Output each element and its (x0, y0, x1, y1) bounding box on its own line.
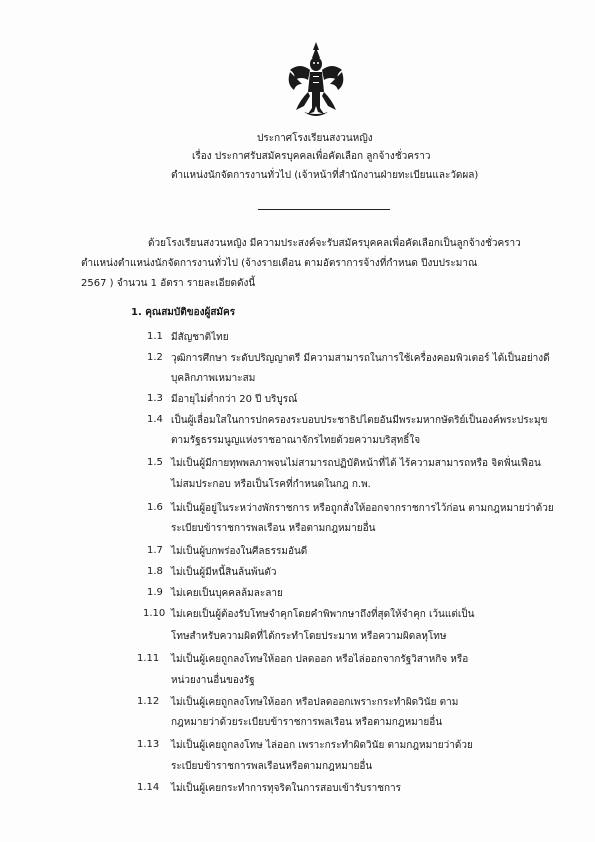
header-title: ประกาศโรงเรียนสงวนหญิง (257, 133, 373, 144)
item-text-continued: โทษสำหรับความผิดที่ได้กระทำโดยประมาท หรือความผิดลหุโทษ (171, 631, 447, 642)
item-text: ไม่เป็นผู้อยู่ในระหว่างพักราชการ หรือถูกสั่งให้ออกจากราชการไว้ก่อน ตามกฎหมายว่าด้วย (171, 503, 554, 514)
item-text: วุฒิการศึกษา ระดับปริญญาตรี มีความสามารถในการใช้เครื่องคอมพิวเตอร์ ได้เป็นอย่างดี (171, 353, 550, 364)
item-number: 1.2 (147, 352, 163, 363)
item-number: 1.4 (147, 414, 163, 425)
item-text-continued: ตามรัฐธรรมนูญแห่งราชอาณาจักรไทยด้วยความบริสุทธิ์ใจ (171, 435, 421, 446)
item-text-continued: กฎหมายว่าด้วยระเบียบข้าราชการพลเรือน หรือตามกฎหมายอื่น (171, 717, 443, 728)
item-text-continued: ระเบียบข้าราชการพลเรือนหรือตามกฎหมายอื่น (171, 761, 373, 772)
item-number: 1.5 (147, 457, 163, 468)
item-text: ไม่เคยเป็นผู้ต้องรับโทษจำคุกโดยคำพิพากษาถึงที่สุดให้จำคุก เว้นแต่เป็น (171, 609, 475, 620)
item-text-continued: ไม่สมประกอบ หรือเป็นโรคที่กำหนดในกฎ ก.พ. (171, 479, 371, 490)
intro-line-2: ตำแหน่งตำแหน่งนักจัดการงานทั่วไป (จ้างรายเดือน ตามอัตราการจ้างที่กำหนด ปีงบประมาณ (81, 258, 478, 269)
item-number: 1.10 (143, 608, 166, 619)
item-number: 1.12 (137, 696, 160, 707)
item-number: 1.11 (137, 653, 160, 664)
item-number: 1.6 (147, 502, 163, 513)
item-number: 1.3 (147, 393, 163, 404)
header-subject: เรื่อง ประกาศรับสมัครบุคคลเพื่อคัดเลือก ลูกจ้างชั่วคราว (192, 151, 431, 162)
item-number: 1.9 (147, 587, 163, 598)
item-number: 1.1 (147, 331, 163, 342)
item-text: ไม่เป็นผู้เคยถูกลงโทษให้ออก ปลดออก หรือไล่ออกจากรัฐวิสาหกิจ หรือ (171, 654, 469, 665)
item-text: ไม่เป็นผู้มีหนี้สินล้นพ้นตัว (171, 567, 277, 578)
intro-line-3: 2567 ) จำนวน 1 อัตรา รายละเอียดดังนี้ (81, 278, 256, 289)
item-number: 1.8 (147, 566, 163, 577)
item-number: 1.13 (137, 739, 160, 750)
intro-line-1: ด้วยโรงเรียนสงวนหญิง มีความประสงค์จะรับสมัครบุคคลเพื่อคัดเลือกเป็นลูกจ้างชั่วคราว (148, 238, 521, 249)
garuda-emblem-icon (286, 40, 346, 120)
item-text-continued: หน่วยงานอื่นของรัฐ (171, 675, 255, 686)
item-text: ไม่เป็นผู้มีกายทุพพลภาพจนไม่สามารถปฏิบัติหน้าที่ได้ ไร้ความสามารถหรือ จิตฟั่นเฟือน (171, 458, 541, 469)
item-text: มีอายุไม่ต่ำกว่า 20 ปี บริบูรณ์ (171, 394, 298, 405)
item-text-continued: ระเบียบข้าราชการพลเรือน หรือตามกฎหมายอื่น (171, 523, 376, 534)
item-text: ไม่เคยเป็นบุคคลล้มละลาย (171, 588, 283, 599)
item-text: ไม่เป็นผู้บกพร่องในศีลธรรมอันดี (171, 546, 308, 557)
item-text: ไม่เป็นผู้เคยกระทำการทุจริตในการสอบเข้ารับราชการ (171, 783, 402, 794)
item-text-continued: บุคลิกภาพเหมาะสม (171, 373, 256, 384)
header-position: ตำแหน่งนักจัดการงานทั่วไป (เจ้าหน้าที่สำนักงานฝ่ายทะเบียนและวัดผล) (171, 170, 479, 181)
item-text: มีสัญชาติไทย (171, 332, 229, 343)
item-number: 1.14 (137, 782, 160, 793)
item-number: 1.7 (147, 545, 163, 556)
section-title-qualifications: 1. คุณสมบัติของผู้สมัคร (131, 307, 236, 318)
header-divider (258, 209, 390, 210)
item-text: ไม่เป็นผู้เคยถูกลงโทษให้ออก หรือปลดออกเพราะกระทำผิดวินัย ตาม (171, 697, 459, 708)
item-text: เป็นผู้เลื่อมใสในการปกครองระบอบประชาธิปไตยอันมีพระมหากษัตริย์เป็นองค์พระประมุข (171, 415, 548, 426)
item-text: ไม่เป็นผู้เคยถูกลงโทษ ไล่ออก เพราะกระทำผิดวินัย ตามกฎหมายว่าด้วย (171, 740, 473, 751)
